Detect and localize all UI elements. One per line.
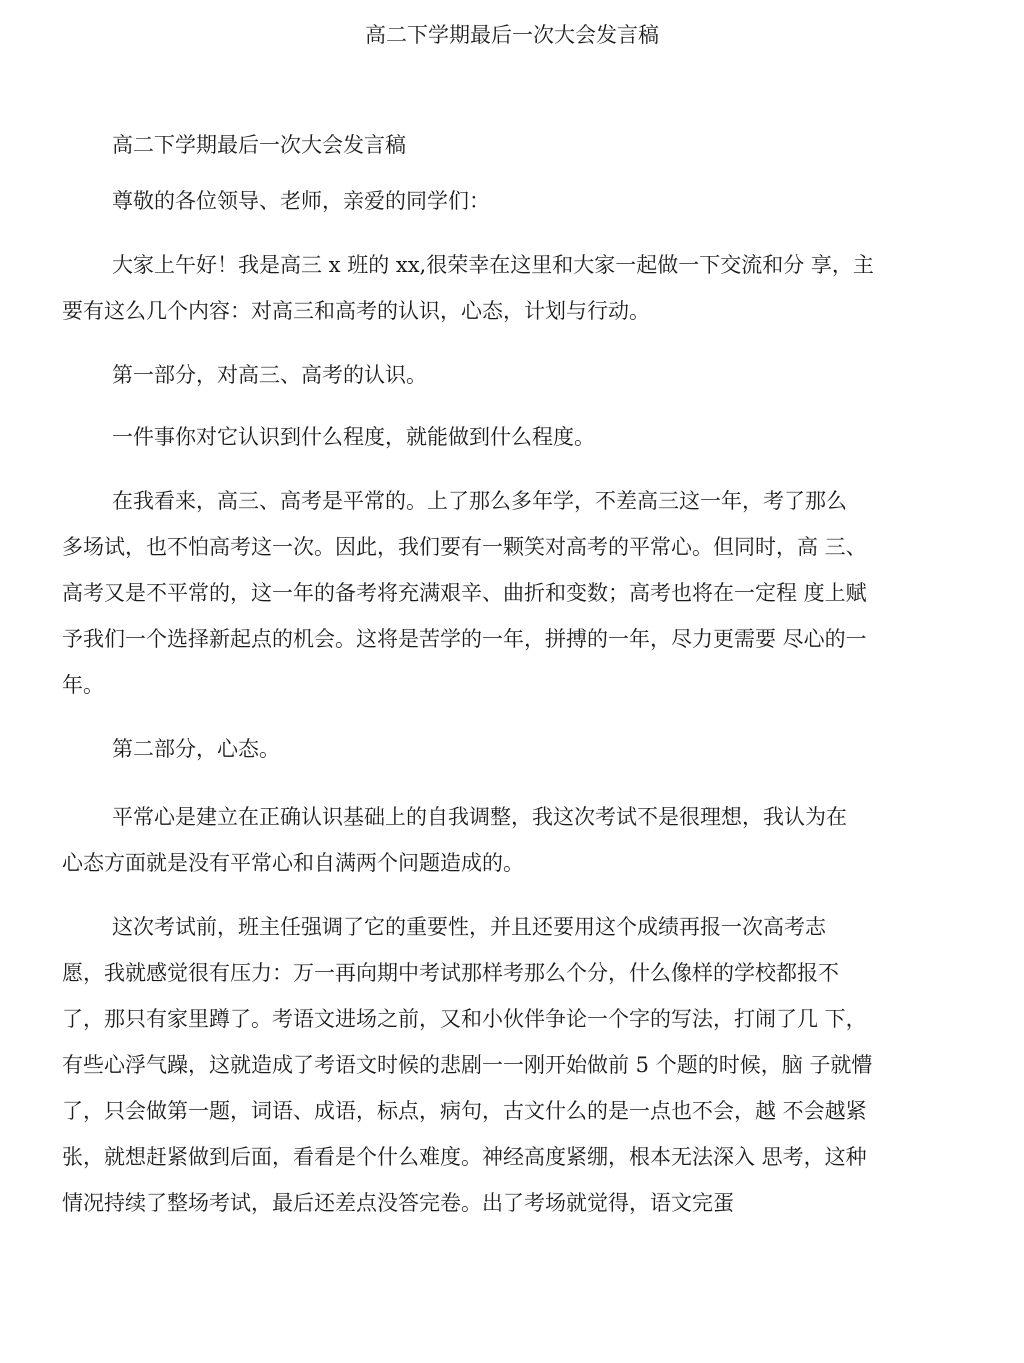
text-line: 愿，我就感觉很有压力：万一再向期中考试那样考那么个分，什么像样的学校都报不 (62, 961, 839, 985)
text-line: 情况持续了整场考试，最后还差点没答完卷。出了考场就觉得，语文完蛋 (62, 1191, 734, 1215)
paragraph-part-one-heading (62, 352, 962, 398)
text-line: 平常心是建立在正确认识基础上的自我调整，我这次考试不是很理想，我认为在 (112, 805, 847, 829)
text-line: 了，只会做第一题，词语、成语，标点，病句，古文什么的是一点也不会，越 不会越紧 (62, 1099, 867, 1123)
paragraph-part-one-body (62, 478, 962, 708)
text-line: 高考又是不平常的，这一年的备考将充满艰辛、曲折和变数；高考也将在一定程 度上赋 (62, 581, 867, 605)
paragraph-part-one-intro (62, 414, 962, 460)
paragraph-subtitle (62, 122, 962, 168)
text-line: 一件事你对它认识到什么程度，就能做到什么程度。 (112, 425, 595, 449)
text-line: 要有这么几个内容：对高三和高考的认识，心态，计划与行动。 (62, 299, 650, 323)
paragraph-part-two-body (62, 904, 962, 1226)
text-line: 大家上午好！我是高三 x 班的 xx,很荣幸在这里和大家一起做一下交流和分 享，主 (112, 253, 874, 277)
paragraph-salutation (62, 178, 962, 224)
text-line: 有些心浮气躁，这就造成了考语文时候的悲剧一一刚开始做前 5 个题的时候，脑 子就懵 (62, 1053, 873, 1077)
paragraph-greeting (62, 242, 962, 334)
paragraph-part-two-heading (62, 726, 962, 772)
text-line: 予我们一个选择新起点的机会。这将是苦学的一年，拼搏的一年，尽力更需要 尽心的一 (62, 627, 867, 651)
text-line: 这次考试前，班主任强调了它的重要性，并且还要用这个成绩再报一次高考志 (112, 915, 826, 939)
text-line: 年。 (62, 673, 104, 697)
text-line: 第二部分，心态。 (112, 737, 280, 761)
text-line: 了，那只有家里蹲了。考语文进场之前，又和小伙伴争论一个字的写法，打闹了几 下， (62, 1007, 867, 1031)
text-line: 尊敬的各位领导、老师，亲爱的同学们： (112, 189, 490, 213)
text-line: 在我看来，高三、高考是平常的。上了那么多年学，不差高三这一年，考了那么 (112, 489, 847, 513)
text-line: 张，就想赶紧做到后面，看看是个什么难度。神经高度紧绷，根本无法深入 思考，这种 (62, 1145, 867, 1169)
paragraph-part-two-intro (62, 794, 962, 886)
text-line: 第一部分，对高三、高考的认识。 (112, 363, 427, 387)
text-line: 高二下学期最后一次大会发言稿 (112, 133, 406, 157)
document-title: 高二下学期最后一次大会发言稿 (365, 23, 659, 47)
text-line: 心态方面就是没有平常心和自满两个问题造成的。 (62, 851, 524, 875)
text-line: 多场试，也不怕高考这一次。因此，我们要有一颗笑对高考的平常心。但同时，高 三、 (62, 535, 867, 559)
